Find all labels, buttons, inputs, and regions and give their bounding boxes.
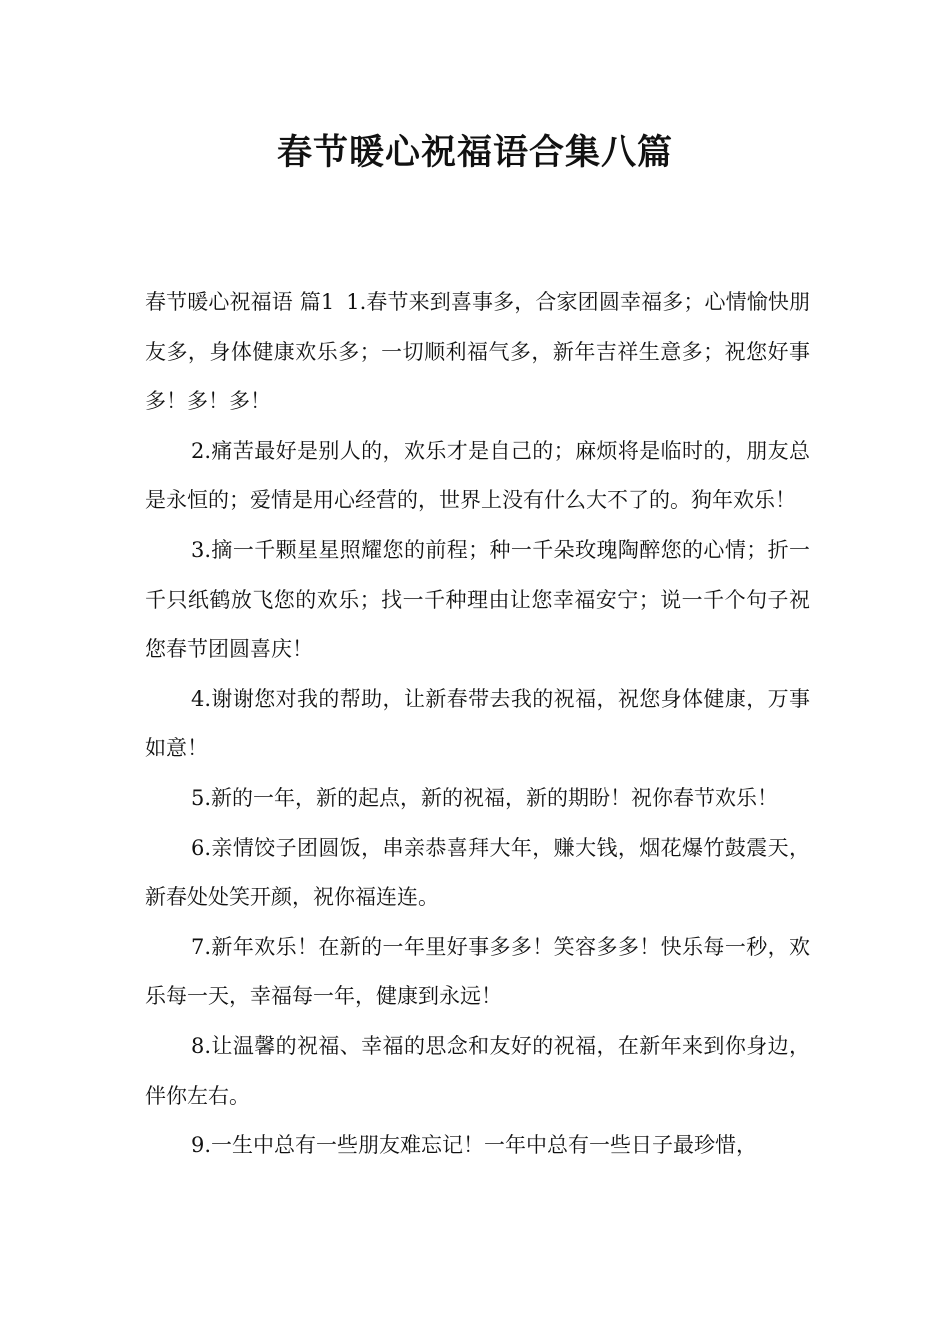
document-body bbox=[145, 278, 810, 1171]
section-label: 春节暖心祝福语 篇1 bbox=[145, 290, 335, 314]
document-title: 春节暖心祝福语合集八篇 bbox=[276, 133, 673, 173]
paragraph-1 bbox=[145, 278, 810, 427]
paragraph-6: 6.亲情饺子团圆饭，串亲恭喜拜大年，赚大钱，烟花爆竹鼓震天，新春处处笑开颜，祝你福连连。 bbox=[145, 835, 810, 910]
paragraph-4: 4.谢谢您对我的帮助，让新春带去我的祝福，祝您身体健康，万事如意！ bbox=[145, 686, 810, 761]
paragraph-5: 5.新的一年，新的起点，新的祝福，新的期盼！祝你春节欢乐！ bbox=[191, 785, 779, 810]
paragraph-9: 9.一生中总有一些朋友难忘记！一年中总有一些日子最珍惜， bbox=[191, 1133, 758, 1158]
paragraph-3: 3.摘一千颗星星照耀您的前程；种一千朵玫瑰陶醉您的心情；折一千只纸鹤放飞您的欢乐；找一千种理由让您幸福安宁；说一千个句子祝您春节团圆喜庆！ bbox=[145, 537, 810, 662]
paragraph-text: 1.春节来到喜事多，合家团圆幸福多；心情愉快朋友多，身体健康欢乐多；一切顺利福气多，新年吉祥生意多；祝您好事多！多！多！ bbox=[145, 290, 810, 414]
paragraph-8: 8.让温馨的祝福、幸福的思念和友好的祝福，在新年来到你身边，伴你左右。 bbox=[145, 1033, 810, 1108]
paragraph-2: 2.痛苦最好是别人的，欢乐才是自己的；麻烦将是临时的，朋友总是永恒的；爱情是用心经营的，世界上没有什么大不了的。狗年欢乐！ bbox=[145, 438, 810, 513]
paragraph-7: 7.新年欢乐！在新的一年里好事多多！笑容多多！快乐每一秒，欢乐每一天，幸福每一年，健康到永远！ bbox=[145, 934, 810, 1009]
